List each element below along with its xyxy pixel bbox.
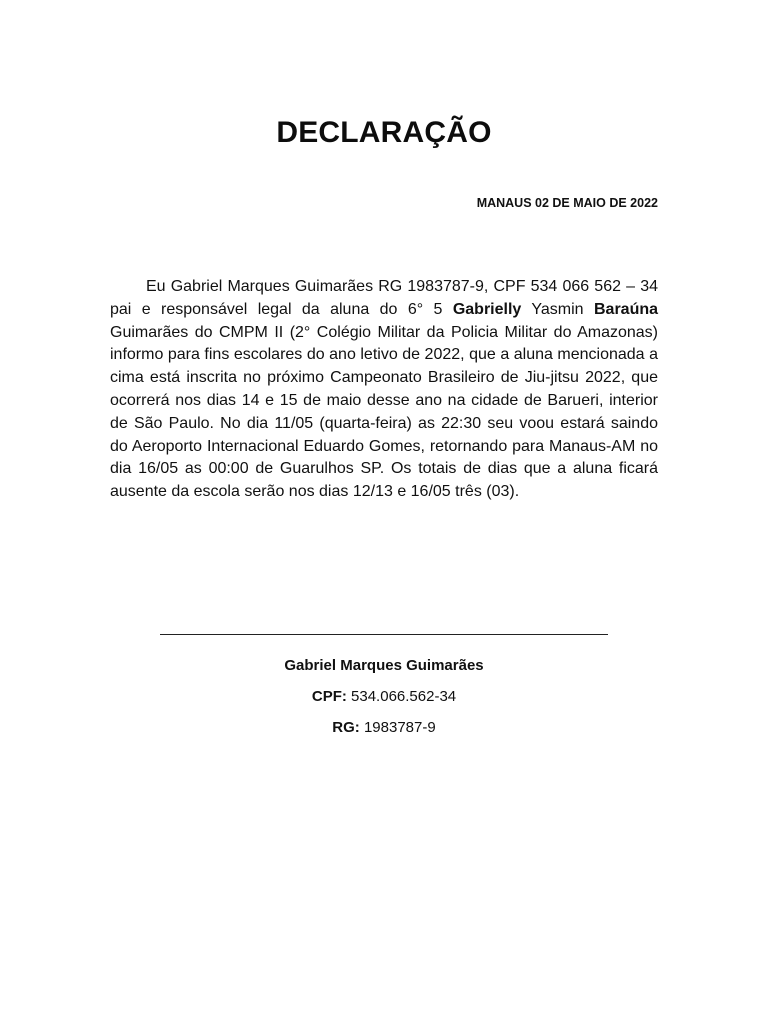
rg-value: 1983787-9 xyxy=(359,719,436,736)
signature-line xyxy=(160,634,608,635)
cpf-value: 534.066.562-34 xyxy=(346,688,457,705)
declaration-paragraph xyxy=(110,276,658,504)
paragraph-text-part-1: Eu Gabriel Marques Guimarães RG 1983787-9, CPF 534 066 562 – 34 pai e responsável legal da aluna do 6° 5 xyxy=(110,278,658,318)
student-surname: Baraúna xyxy=(593,300,659,318)
student-first-name: Gabrielly xyxy=(452,300,522,318)
paragraph-text-part-2: Yasmin xyxy=(521,300,594,318)
signature-block xyxy=(0,634,768,736)
declaration-body xyxy=(110,276,658,504)
cpf-row xyxy=(0,688,768,705)
date-line: MANAUS 02 DE MAIO DE 2022 xyxy=(476,196,658,210)
paragraph-text-part-3: Guimarães do CMPM II (2° Colégio Militar da Policia Militar do Amazonas) informo para fins escolares do ano letivo de 2022, que a aluna mencionada a cima está inscrita no próximo Campeonato Brasileiro de Jiu-jitsu 2022, que ocorrerá nos dias 14 e 15 de maio desse ano na cidade de Barueri, interior de São Paulo. No dia 11/05 (quarta-feira) as 22:30 seu voou estará saindo do Aeroporto Internacional Eduardo Gomes, retornando para Manaus-AM no dia 16/05 as 00:00 de Guarulhos SP. Os totais de dias que a aluna ficará ausente da escola serão nos dias 12/13 e 16/05 três (03). xyxy=(110,323,658,501)
document-title: DECLARAÇÃO xyxy=(276,116,492,149)
signatory-name: Gabriel Marques Guimarães xyxy=(284,657,484,674)
rg-label: RG: xyxy=(332,719,360,736)
rg-row xyxy=(0,719,768,736)
cpf-label: CPF: xyxy=(311,688,347,705)
